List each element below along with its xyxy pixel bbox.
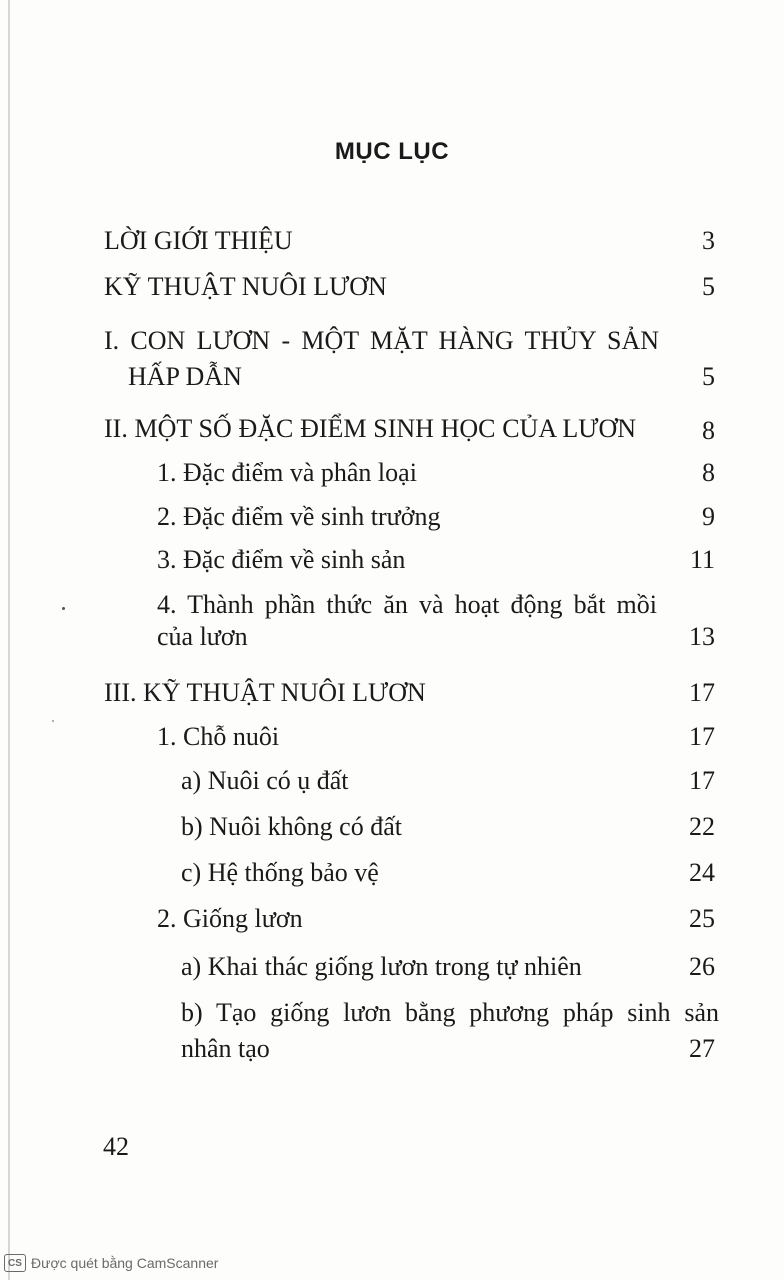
toc-entry-section-1-line1: I. CON LƯƠN - MỘT MẶT HÀNG THỦY SẢN [104,326,659,355]
scan-speck [62,607,65,610]
toc-page-section-3: 17 [689,678,715,707]
toc-page-3-1-b: 22 [689,812,715,841]
toc-entry-3-2-b-line1: b) Tạo giống lươn bằng phương pháp sinh sản [181,998,719,1027]
toc-page-2-4: 13 [689,622,715,651]
page-title: MỤC LỤC [334,138,450,165]
toc-page-2-2: 9 [702,502,715,531]
toc-page-3-2-a: 26 [689,952,715,981]
toc-entry-section-2: II. MỘT SỐ ĐẶC ĐIỂM SINH HỌC CỦA LƯƠN [104,414,636,443]
scan-edge-line [8,0,10,1280]
toc-page-3-2-b: 27 [689,1034,715,1063]
toc-entry-2-1: 1. Đặc điểm và phân loại [157,458,417,487]
camscanner-text: Được quét bằng CamScanner [31,1255,219,1271]
toc-page-3-2: 25 [689,904,715,933]
toc-page-section-2: 8 [702,416,715,445]
toc-entry-technique: KỸ THUẬT NUÔI LƯƠN [104,272,387,301]
toc-page-technique: 5 [702,272,715,301]
toc-entry-3-1: 1. Chỗ nuôi [157,722,280,751]
scan-speck [52,720,54,722]
toc-page-3-1-a: 17 [689,766,715,795]
camscanner-watermark [4,1254,218,1272]
toc-page-section-1: 5 [702,362,715,391]
toc-entry-3-1-a: a) Nuôi có ụ đất [181,766,349,795]
toc-page-2-1: 8 [702,458,715,487]
toc-entry-intro: LỜI GIỚI THIỆU [104,226,293,255]
toc-entry-section-1-line2: HẤP DẪN [128,362,242,391]
toc-entry-3-2-a: a) Khai thác giống lươn trong tự nhiên [181,952,582,981]
toc-entry-2-2: 2. Đặc điểm về sinh trưởng [157,502,441,531]
toc-page-3-1-c: 24 [689,858,715,887]
toc-entry-section-3: III. KỸ THUẬT NUÔI LƯƠN [104,678,426,707]
toc-entry-3-1-c: c) Hệ thống bảo vệ [181,858,379,887]
toc-entry-2-4-line1: 4. Thành phần thức ăn và hoạt động bắt mồi [157,590,657,619]
toc-entry-2-3: 3. Đặc điểm về sinh sản [157,545,406,574]
camscanner-logo-icon: CS [4,1254,26,1272]
toc-page-intro: 3 [702,226,715,255]
page-number: 42 [103,1132,129,1161]
toc-page-3-1: 17 [689,722,715,751]
toc-entry-3-2-b-line2: nhân tạo [181,1034,270,1063]
toc-page-2-3: 11 [689,545,715,574]
toc-entry-3-1-b: b) Nuôi không có đất [181,812,402,841]
toc-entry-2-4-line2: của lươn [157,622,248,651]
toc-entry-3-2: 2. Giống lươn [157,904,303,933]
